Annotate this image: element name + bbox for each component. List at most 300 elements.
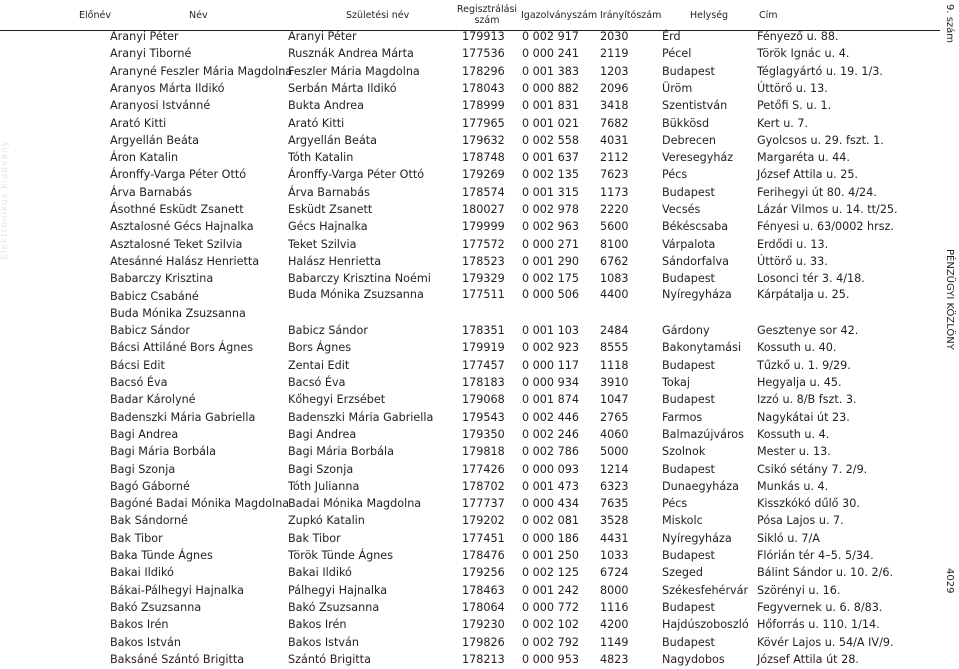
cell-iranyitoszam: 8100 xyxy=(600,237,629,251)
cell-iranyitoszam: 3418 xyxy=(600,99,629,113)
cell-helyseg: Budapest xyxy=(662,64,715,78)
cell-cim: Erdődi u. 13. xyxy=(757,237,829,251)
cell-nev: Bagi Andrea xyxy=(110,427,179,441)
cell-helyseg: Székesfehérvár xyxy=(662,583,749,597)
cell-reg-szam: 177457 xyxy=(462,358,505,372)
cell-igazolvanyszam: 0 002 125 xyxy=(522,566,579,580)
cell-cim: Tűzkő u. 1. 9/29. xyxy=(757,358,851,372)
cell-nev: Bak Tibor xyxy=(110,531,163,545)
cell-cim: Kisszkókó dűlő 30. xyxy=(757,497,860,511)
cell-reg-szam: 177511 xyxy=(462,287,505,301)
cell-igazolvanyszam: 0 000 882 xyxy=(522,81,579,95)
cell-cim: Fényesi u. 63/0002 hrsz. xyxy=(757,220,894,234)
cell-iranyitoszam: 1033 xyxy=(600,549,629,562)
table-row xyxy=(0,635,940,652)
cell-szuletesi-nev: Buda Mónika Zsuzsanna xyxy=(288,287,424,301)
cell-reg-szam: 177451 xyxy=(462,531,505,545)
cell-cim: Úttörő u. 33. xyxy=(757,254,828,268)
cell-szuletesi-nev: Aranyi Péter xyxy=(288,30,357,43)
cell-nev: Bak Sándorné xyxy=(110,514,188,528)
cell-nev: Aranyosi Istvánné xyxy=(110,99,211,113)
cell-szuletesi-nev: Bakos Irén xyxy=(288,618,347,632)
cell-szuletesi-nev: Tóth Katalin xyxy=(288,151,354,165)
cell-helyseg: Farmos xyxy=(662,410,703,424)
cell-nev: Bácsi Edit xyxy=(110,358,165,372)
cell-igazolvanyszam: 0 001 021 xyxy=(522,116,579,130)
table-row xyxy=(0,531,940,548)
cell-szuletesi-nev: Feszler Mária Magdolna xyxy=(288,64,420,78)
cell-cim: Pósa Lajos u. 7. xyxy=(757,514,844,528)
cell-iranyitoszam: 6724 xyxy=(600,566,629,580)
table-row xyxy=(0,358,940,375)
cell-helyseg: Budapest xyxy=(662,272,715,286)
cell-szuletesi-nev: Babicz Sándor xyxy=(288,324,368,338)
cell-igazolvanyszam: 0 001 290 xyxy=(522,254,579,268)
cell-iranyitoszam: 2112 xyxy=(600,151,629,165)
cell-szuletesi-nev: Serbán Márta Ildikó xyxy=(288,81,397,95)
cell-cim: Szörényi u. 16. xyxy=(757,583,841,597)
cell-cim: Fegyvernek u. 6. 8/83. xyxy=(757,600,883,614)
cell-nev: Babicz Csabáné xyxy=(110,289,199,303)
cell-igazolvanyszam: 0 000 186 xyxy=(522,531,579,545)
cell-helyseg: Dunaegyháza xyxy=(662,479,739,493)
cell-reg-szam: 179269 xyxy=(462,168,505,182)
cell-cim: Sikló u. 7/A xyxy=(757,531,820,545)
cell-cim: Losonci tér 3. 4/18. xyxy=(757,272,865,286)
cell-nev: Árva Barnabás xyxy=(110,185,192,199)
cell-reg-szam: 178463 xyxy=(462,583,505,597)
table-row xyxy=(0,133,940,150)
cell-nev: Aranyos Márta Ildikó xyxy=(110,81,225,95)
cell-szuletesi-nev: Zupkó Katalin xyxy=(288,514,365,528)
cell-szuletesi-nev: Badenszki Mária Gabriella xyxy=(288,410,434,424)
page-number: 4029 xyxy=(944,568,955,594)
cell-iranyitoszam: 1173 xyxy=(600,185,629,199)
header-helyseg: Helység xyxy=(690,10,729,21)
cell-igazolvanyszam: 0 002 917 xyxy=(522,30,579,43)
cell-igazolvanyszam: 0 001 315 xyxy=(522,185,579,199)
cell-reg-szam: 179818 xyxy=(462,445,505,459)
cell-iranyitoszam: 4060 xyxy=(600,427,629,441)
table-row xyxy=(0,167,940,184)
cell-iranyitoszam: 4400 xyxy=(600,287,629,301)
cell-igazolvanyszam: 0 000 953 xyxy=(522,652,579,666)
table-row xyxy=(0,496,940,513)
header-nev: Név xyxy=(189,10,208,21)
cell-reg-szam: 179068 xyxy=(462,393,505,407)
cell-szuletesi-nev: Babarczy Krisztina Noémi xyxy=(288,272,431,286)
table-row xyxy=(0,513,940,530)
cell-reg-szam: 177965 xyxy=(462,116,505,130)
cell-szuletesi-nev: Bagi Andrea xyxy=(288,427,357,441)
cell-szuletesi-nev: Török Tünde Ágnes xyxy=(288,549,394,562)
cell-reg-szam: 178183 xyxy=(462,376,505,389)
cell-cim: Munkás u. 4. xyxy=(757,479,829,493)
cell-cim: Kossuth u. 4. xyxy=(757,427,830,441)
cell-nev: Bakó Zsuzsanna xyxy=(110,600,202,614)
cell-reg-szam: 179913 xyxy=(462,30,505,43)
table-row xyxy=(0,64,940,81)
cell-igazolvanyszam: 0 000 934 xyxy=(522,376,579,389)
cell-helyseg: Békéscsaba xyxy=(662,220,729,234)
cell-iranyitoszam: 2765 xyxy=(600,410,629,424)
cell-nev: Bákai-Pálhegyi Hajnalka xyxy=(110,583,244,597)
cell-helyseg: Tokaj xyxy=(662,376,691,389)
cell-helyseg: Budapest xyxy=(662,549,715,562)
cell-iranyitoszam: 1214 xyxy=(600,462,629,476)
cell-iranyitoszam: 1203 xyxy=(600,64,629,78)
table-row xyxy=(0,98,940,115)
cell-helyseg: Szolnok xyxy=(662,445,706,459)
cell-nev: Bagi Mária Borbála xyxy=(110,445,216,459)
table-row xyxy=(0,617,940,634)
cell-cim: Ferihegyi út 80. 4/24. xyxy=(757,185,877,199)
cell-igazolvanyszam: 0 002 978 xyxy=(522,203,579,216)
table-row xyxy=(0,219,940,236)
cell-igazolvanyszam: 0 001 473 xyxy=(522,479,579,493)
cell-helyseg: Pécel xyxy=(662,47,692,61)
cell-helyseg: Budapest xyxy=(662,600,715,614)
cell-reg-szam: 179919 xyxy=(462,341,505,355)
cell-igazolvanyszam: 0 000 117 xyxy=(522,358,579,372)
cell-nev: Aranyné Feszler Mária Magdolna xyxy=(110,64,293,78)
table-row xyxy=(0,583,940,600)
cell-reg-szam: 177572 xyxy=(462,237,505,251)
cell-igazolvanyszam: 0 001 242 xyxy=(522,583,579,597)
cell-igazolvanyszam: 0 001 831 xyxy=(522,99,579,113)
cell-cim: Margaréta u. 44. xyxy=(757,151,850,165)
cell-reg-szam: 178574 xyxy=(462,185,505,199)
cell-iranyitoszam: 2220 xyxy=(600,203,629,216)
cell-reg-szam: 178702 xyxy=(462,479,505,493)
cell-nev: Aranyi Péter xyxy=(110,30,179,43)
table-row xyxy=(0,565,940,582)
cell-nev: Argyellán Beáta xyxy=(110,133,200,147)
header-igazolvanyszam: Igazolványszám xyxy=(521,10,598,21)
header-iranyitoszam: Irányítószám xyxy=(600,10,662,21)
table-row xyxy=(0,29,940,46)
cell-reg-szam: 178296 xyxy=(462,64,505,78)
cell-reg-szam: 178748 xyxy=(462,151,505,165)
header-elonev: Előnév xyxy=(79,10,111,21)
cell-igazolvanyszam: 0 001 103 xyxy=(522,324,579,338)
cell-nev: Atesánné Halász Henrietta xyxy=(110,254,260,268)
cell-szuletesi-nev: Argyellán Beáta xyxy=(288,133,378,147)
table-row xyxy=(0,185,940,202)
cell-reg-szam: 179230 xyxy=(462,618,505,632)
cell-igazolvanyszam: 0 002 446 xyxy=(522,410,579,424)
cell-nev: Baka Tünde Ágnes xyxy=(110,549,213,562)
cell-nev: Badar Károlyné xyxy=(110,393,196,407)
cell-cim: Mester u. 13. xyxy=(757,445,831,459)
cell-igazolvanyszam: 0 000 271 xyxy=(522,237,579,251)
cell-reg-szam: 179999 xyxy=(462,220,505,234)
cell-igazolvanyszam: 0 002 963 xyxy=(522,220,579,234)
cell-reg-szam: 180027 xyxy=(462,203,505,216)
cell-igazolvanyszam: 0 002 135 xyxy=(522,168,579,182)
cell-nev: Baksáné Szántó Brigitta xyxy=(110,652,245,666)
cell-szuletesi-nev: Szántó Brigitta xyxy=(288,652,371,666)
cell-iranyitoszam: 4431 xyxy=(600,531,629,545)
cell-igazolvanyszam: 0 000 093 xyxy=(522,462,579,476)
cell-szuletesi-nev: Badai Mónika Magdolna xyxy=(288,497,422,511)
cell-cim: József Attila u. 25. xyxy=(757,168,859,182)
cell-nev: Arató Kitti xyxy=(110,116,167,130)
cell-nev: Áronffy-Varga Péter Ottó xyxy=(110,168,247,182)
table-row xyxy=(0,202,940,219)
cell-reg-szam: 179543 xyxy=(462,410,505,424)
cell-szuletesi-nev: Esküdt Zsanett xyxy=(288,203,373,216)
cell-cim: Török Ignác u. 4. xyxy=(757,47,850,61)
header-regisztralasi: Regisztrálási xyxy=(456,4,518,15)
cell-helyseg: Gárdony xyxy=(662,324,710,338)
cell-nev: Bacsó Éva xyxy=(110,376,168,389)
cell-cim: Petőfi S. u. 1. xyxy=(757,99,832,113)
table-row xyxy=(0,46,940,63)
table-row xyxy=(0,444,940,461)
table-row xyxy=(0,548,940,565)
cell-reg-szam: 179329 xyxy=(462,272,505,286)
cell-reg-szam: 178064 xyxy=(462,600,505,614)
cell-nev: Buda Mónika Zsuzsanna xyxy=(110,306,246,320)
cell-helyseg: Balmazújváros xyxy=(662,427,744,441)
cell-reg-szam: 179202 xyxy=(462,514,505,528)
cell-cim: Gyolcsos u. 29. fszt. 1. xyxy=(757,133,884,147)
table-row xyxy=(0,237,940,254)
cell-reg-szam: 178213 xyxy=(462,652,505,666)
cell-helyseg: Szentistván xyxy=(662,99,728,113)
cell-szuletesi-nev: Bak Tibor xyxy=(288,531,341,545)
cell-helyseg: Érd xyxy=(662,30,681,43)
side-column xyxy=(940,0,959,597)
header-cim: Cím xyxy=(759,10,778,21)
cell-iranyitoszam: 2484 xyxy=(600,324,629,338)
cell-reg-szam: 179256 xyxy=(462,566,505,580)
cell-szuletesi-nev: Bagi Szonja xyxy=(288,462,354,476)
table-row xyxy=(0,81,940,98)
cell-reg-szam: 179632 xyxy=(462,133,505,147)
journal-title: PÉNZÜGYI KÖZLÖNY xyxy=(944,249,955,350)
cell-szuletesi-nev: Kőhegyi Erzsébet xyxy=(288,393,386,407)
header-szuletesi-nev: Születési név xyxy=(346,10,410,21)
table-row xyxy=(0,652,940,669)
cell-cim: Hegyalja u. 45. xyxy=(757,376,842,389)
cell-szuletesi-nev: Arató Kitti xyxy=(288,116,345,130)
table-row xyxy=(0,392,940,409)
cell-nev: Babicz Sándor xyxy=(110,324,190,338)
cell-cim: Kövér Lajos u. 54/A IV/9. xyxy=(757,635,894,649)
table-row xyxy=(0,150,940,167)
cell-igazolvanyszam: 0 002 175 xyxy=(522,272,579,286)
cell-iranyitoszam: 2030 xyxy=(600,30,629,43)
cell-iranyitoszam: 1116 xyxy=(600,600,629,614)
cell-igazolvanyszam: 0 002 792 xyxy=(522,635,579,649)
cell-iranyitoszam: 6323 xyxy=(600,479,629,493)
cell-helyseg: Pécs xyxy=(662,168,688,182)
cell-helyseg: Veresegyház xyxy=(662,151,734,165)
cell-iranyitoszam: 8000 xyxy=(600,583,629,597)
cell-iranyitoszam: 4031 xyxy=(600,133,629,147)
cell-szuletesi-nev: Bakó Zsuzsanna xyxy=(288,600,380,614)
cell-szuletesi-nev: Pálhegyi Hajnalka xyxy=(288,583,388,597)
cell-igazolvanyszam: 0 002 102 xyxy=(522,618,579,632)
cell-iranyitoszam: 7682 xyxy=(600,116,629,130)
cell-reg-szam: 179350 xyxy=(462,427,505,441)
cell-iranyitoszam: 1083 xyxy=(600,272,629,286)
cell-szuletesi-nev: Gécs Hajnalka xyxy=(288,220,368,234)
cell-nev: Bagóné Badai Mónika Magdolna xyxy=(110,497,290,511)
cell-igazolvanyszam: 0 002 081 xyxy=(522,514,579,528)
cell-nev: Bakos István xyxy=(110,635,181,649)
cell-helyseg: Szeged xyxy=(662,566,703,580)
cell-igazolvanyszam: 0 000 506 xyxy=(522,287,579,301)
cell-szuletesi-nev: Bagi Mária Borbála xyxy=(288,445,394,459)
cell-szuletesi-nev: Áronffy-Varga Péter Ottó xyxy=(288,168,425,182)
cell-helyseg: Üröm xyxy=(662,81,693,95)
cell-nev: Ásothné Esküdt Zsanett xyxy=(110,203,244,216)
table-row-continuation xyxy=(0,306,940,323)
cell-helyseg: Pécs xyxy=(662,497,688,511)
cell-igazolvanyszam: 0 002 246 xyxy=(522,427,579,441)
cell-helyseg: Nagydobos xyxy=(662,652,725,666)
cell-cim: Lázár Vilmos u. 14. tt/25. xyxy=(757,203,898,216)
table-row xyxy=(0,254,940,271)
cell-szuletesi-nev: Tóth Julianna xyxy=(288,479,360,493)
cell-igazolvanyszam: 0 002 558 xyxy=(522,133,579,147)
table-row xyxy=(0,116,940,133)
cell-szuletesi-nev: Árva Barnabás xyxy=(288,185,370,199)
cell-igazolvanyszam: 0 000 434 xyxy=(522,497,579,511)
table-row xyxy=(0,410,940,427)
header-szam: szám xyxy=(474,15,500,26)
cell-cim: Nagykátai út 23. xyxy=(757,410,850,424)
cell-reg-szam: 178351 xyxy=(462,324,505,338)
cell-szuletesi-nev: Bakos István xyxy=(288,635,359,649)
cell-szuletesi-nev: Zentai Edit xyxy=(288,358,350,372)
cell-helyseg: Nyíregyháza xyxy=(662,531,732,545)
cell-iranyitoszam: 5600 xyxy=(600,220,629,234)
cell-szuletesi-nev: Bors Ágnes xyxy=(288,341,352,355)
table-row xyxy=(0,375,940,392)
cell-helyseg: Hajdúszoboszló xyxy=(662,618,749,632)
cell-helyseg: Várpalota xyxy=(662,237,716,251)
cell-helyseg: Budapest xyxy=(662,185,715,199)
cell-cim: Kossuth u. 40. xyxy=(757,341,837,355)
table-row xyxy=(0,479,940,496)
cell-iranyitoszam: 3910 xyxy=(600,376,629,389)
table-row xyxy=(0,427,940,444)
cell-iranyitoszam: 1047 xyxy=(600,393,629,407)
cell-igazolvanyszam: 0 000 772 xyxy=(522,600,579,614)
cell-cim: Kárpátalja u. 25. xyxy=(757,287,850,301)
cell-igazolvanyszam: 0 002 923 xyxy=(522,341,579,355)
issue-number: 9. szám xyxy=(944,4,955,44)
cell-igazolvanyszam: 0 001 250 xyxy=(522,549,579,562)
cell-helyseg: Budapest xyxy=(662,358,715,372)
watermark-text: Elektronikus kiadvány xyxy=(0,140,10,260)
cell-nev: Bagó Gáborné xyxy=(110,479,190,493)
cell-szuletesi-nev: Bukta Andrea xyxy=(288,99,364,113)
cell-iranyitoszam: 6762 xyxy=(600,254,629,268)
cell-helyseg: Budapest xyxy=(662,635,715,649)
cell-nev: Asztalosné Gécs Hajnalka xyxy=(110,220,254,234)
cell-helyseg: Budapest xyxy=(662,393,715,407)
table-row xyxy=(0,462,940,479)
cell-iranyitoszam: 1149 xyxy=(600,635,629,649)
cell-reg-szam: 178476 xyxy=(462,549,505,562)
cell-nev: Bagi Szonja xyxy=(110,462,176,476)
cell-iranyitoszam: 3528 xyxy=(600,514,629,528)
cell-szuletesi-nev: Bacsó Éva xyxy=(288,376,346,389)
cell-helyseg: Bükkösd xyxy=(662,116,710,130)
cell-cim: Csikó sétány 7. 2/9. xyxy=(757,462,868,476)
cell-helyseg: Debrecen xyxy=(662,133,716,147)
cell-iranyitoszam: 2119 xyxy=(600,47,629,61)
cell-igazolvanyszam: 0 002 786 xyxy=(522,445,579,459)
cell-cim: Hőforrás u. 110. 1/14. xyxy=(757,618,880,632)
cell-cim: József Attila út 28. xyxy=(757,652,859,666)
table-row xyxy=(0,340,940,357)
cell-nev: Asztalosné Teket Szilvia xyxy=(110,237,243,251)
cell-helyseg: Miskolc xyxy=(662,514,703,528)
cell-helyseg: Nyíregyháza xyxy=(662,287,732,301)
cell-cim: Úttörő u. 13. xyxy=(757,81,828,95)
cell-helyseg: Bakonytamási xyxy=(662,341,742,355)
cell-reg-szam: 178043 xyxy=(462,81,505,95)
cell-reg-szam: 179826 xyxy=(462,635,505,649)
cell-szuletesi-nev: Rusznák Andrea Márta xyxy=(288,47,414,61)
cell-reg-szam: 177426 xyxy=(462,462,505,476)
cell-reg-szam: 177536 xyxy=(462,47,505,61)
cell-cim: Bálint Sándor u. 10. 2/6. xyxy=(757,566,894,580)
cell-szuletesi-nev: Teket Szilvia xyxy=(288,237,357,251)
cell-igazolvanyszam: 0 001 383 xyxy=(522,64,579,78)
cell-nev: Áron Katalin xyxy=(110,151,179,165)
cell-iranyitoszam: 7623 xyxy=(600,168,629,182)
cell-reg-szam: 178523 xyxy=(462,254,505,268)
cell-nev: Badenszki Mária Gabriella xyxy=(110,410,256,424)
cell-iranyitoszam: 7635 xyxy=(600,497,629,511)
cell-nev: Bakos Irén xyxy=(110,618,169,632)
cell-igazolvanyszam: 0 000 241 xyxy=(522,47,579,61)
cell-iranyitoszam: 2096 xyxy=(600,81,629,95)
cell-nev: Babarczy Krisztina xyxy=(110,272,214,286)
cell-cim: Fényező u. 88. xyxy=(757,30,839,43)
cell-iranyitoszam: 4823 xyxy=(600,652,629,666)
cell-nev: Aranyi Tiborné xyxy=(110,47,192,61)
cell-iranyitoszam: 4200 xyxy=(600,618,629,632)
cell-cim: Téglagyártó u. 19. 1/3. xyxy=(757,64,883,78)
cell-nev: Bakai Ildikó xyxy=(110,566,174,580)
cell-szuletesi-nev: Bakai Ildikó xyxy=(288,566,352,580)
cell-cim: Izzó u. 8/B fszt. 3. xyxy=(757,393,857,407)
cell-helyseg: Sándorfalva xyxy=(662,254,729,268)
table-row xyxy=(0,323,940,340)
table-row xyxy=(0,289,940,306)
cell-iranyitoszam: 1118 xyxy=(600,358,629,372)
cell-iranyitoszam: 8555 xyxy=(600,341,629,355)
cell-igazolvanyszam: 0 001 874 xyxy=(522,393,579,407)
cell-cim: Flórián tér 4–5. 5/34. xyxy=(757,549,874,562)
cell-cim: Gesztenye sor 42. xyxy=(757,324,859,338)
cell-reg-szam: 177737 xyxy=(462,497,505,511)
cell-helyseg: Budapest xyxy=(662,462,715,476)
cell-helyseg: Vecsés xyxy=(662,203,701,216)
cell-szuletesi-nev: Halász Henrietta xyxy=(288,254,382,268)
cell-nev: Bácsi Attiláné Bors Ágnes xyxy=(110,341,254,355)
table-row xyxy=(0,600,940,617)
cell-reg-szam: 178999 xyxy=(462,99,505,113)
